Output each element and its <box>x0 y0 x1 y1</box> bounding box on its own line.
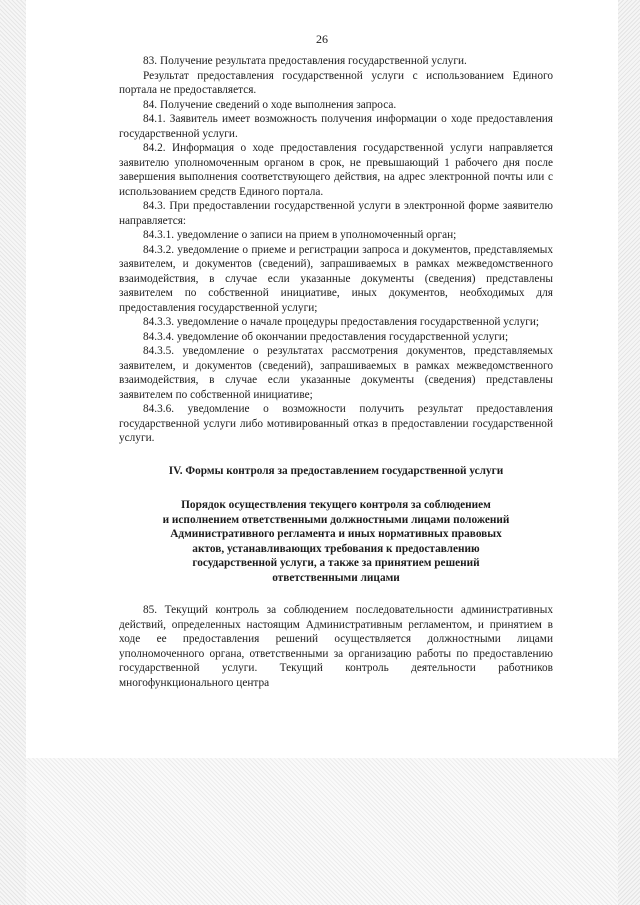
section-heading: IV. Формы контроля за предоставлением государственной услуги <box>168 464 504 477</box>
subheading-line: ответственными лицами <box>272 571 400 584</box>
paragraph-83-result: Результат предоставления государственной услуги с использованием Единого портала не предоставляется. <box>119 69 553 96</box>
paragraph-85: 85. Текущий контроль за соблюдением последовательности административных действий, определенных настоящим Административным регламентом, и принятием в ходе ее предоставления решений осуществляется должностными лицами уполномоченного органа, ответственными за организацию работы по предоставлению государственной услуги. Текущий контроль деятельности работников многофункционального центра <box>119 604 553 689</box>
page-number: 26 <box>316 32 328 46</box>
paragraph-83: 83. Получение результата предоставления государственной услуги. <box>143 55 467 67</box>
document-body <box>119 54 553 690</box>
paragraph-84-3-4: 84.3.4. уведомление об окончании предоставления государственной услуги; <box>143 330 509 343</box>
subheading-line: Административного регламента и иных нормативных правовых <box>170 528 502 540</box>
paragraph-84: 84. Получение сведений о ходе выполнения запроса. <box>143 98 397 111</box>
paragraph-84-3-2: 84.3.2. уведомление о приеме и регистрации запроса и документов, представляемых заявителем, и документов (сведений), запрашиваемых в рамках межведомственного взаимодействия, в случае если указанные документы (сведения) представлены заявителем по собственной инициативе, иных документов, необходимых для предоставления государственной услуги; <box>119 243 553 314</box>
paragraph-84-2: 84.2. Информация о ходе предоставления государственной услуги направляется заявителю уполномоченным органом в срок, не превышающий 1 рабочего дня после завершения выполнения соответствующего действия, на адрес электронной почты или с использованием средств Единого портала. <box>119 142 553 198</box>
document-page <box>26 0 618 758</box>
scan-border-right <box>618 0 640 905</box>
subheading-line: и исполнением ответственными должностными лицами положений <box>162 513 510 526</box>
subheading-line: Порядок осуществления текущего контроля за соблюдением <box>181 499 491 511</box>
scan-border-bottom <box>26 758 618 905</box>
paragraph-84-3-5: 84.3.5. уведомление о результатах рассмотрения документов, представляемых заявителем, и документов (сведений), запрашиваемых в рамках межведомственного взаимодействия, в случае если указанные документы (сведения) представлены заявителем по собственной инициативе; <box>119 345 553 401</box>
paragraph-84-1: 84.1. Заявитель имеет возможность получения информации о ходе предоставления государственной услуги. <box>119 113 553 140</box>
paragraph-84-3-3: 84.3.3. уведомление о начале процедуры предоставления государственной услуги; <box>143 316 540 328</box>
subheading-line: актов, устанавливающих требования к предоставлению <box>192 542 480 555</box>
scan-border-left <box>0 0 26 905</box>
paragraph-84-3: 84.3. При предоставлении государственной услуги в электронной форме заявителю направляется: <box>119 200 553 227</box>
subheading-line: государственной услуги, а также за принятием решений <box>192 557 480 569</box>
paragraph-84-3-6: 84.3.6. уведомление о возможности получить результат предоставления государственной услуги либо мотивированный отказ в предоставлении государственной услуги. <box>119 403 553 444</box>
subsection-heading <box>119 498 553 585</box>
paragraph-84-3-1: 84.3.1. уведомление о записи на прием в уполномоченный орган; <box>143 229 457 241</box>
